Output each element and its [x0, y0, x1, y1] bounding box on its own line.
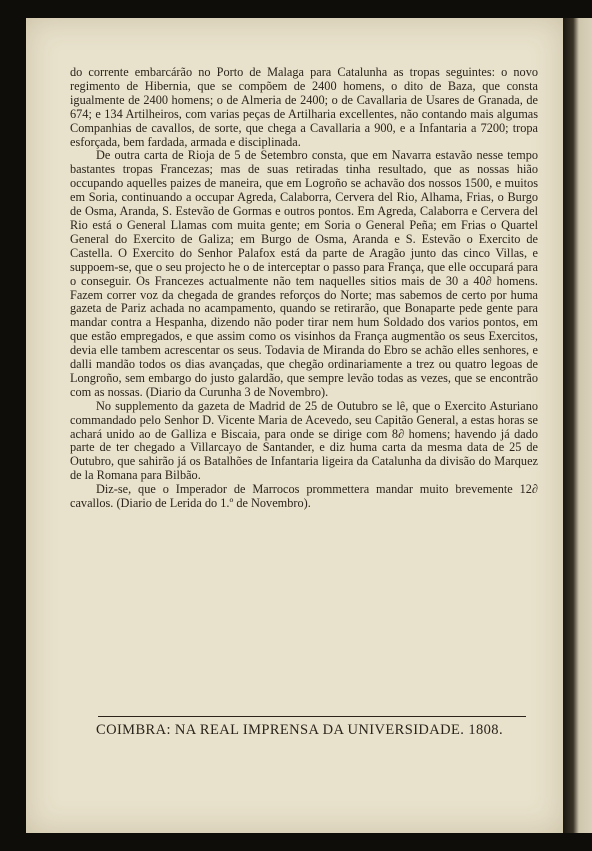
article-body — [70, 66, 538, 511]
paragraph-madrid-gazette: No supplemento da gazeta de Madrid de 25 de Outubro se lê, que o Exercito Asturiano commandado pelo Senhor D. Vicente Maria de Acevedo, seu Capitão General, a estas horas se achará unido ao de Galliza e Biscaia, para onde se dirige com 8∂ homens; havendo já dado parte de ter chegado a Villarcayo de Santander, e diz huma carta da mesma data de 25 de Outubro, que sahirão já os Batalhões de Infantaria ligeira da Catalunha da divisão do Marquez de la Romana para Bilbão. — [70, 398, 538, 483]
paragraph-morocco: Diz-se, que o Imperador de Marrocos prommettera mandar muito brevemente 12∂ cavallos. (Diario de Lerida do 1.º de Novembro). — [70, 482, 538, 511]
paragraph-troops-malaga: do corrente embarcárão no Porto de Malaga para Catalunha as tropas seguintes: o novo regimento de Hibernia, que se compõem de 2400 homens, o dito de Baza, que consta igualmente de 2400 homens; o de Almeria de 2400; o de Cavallaria de Usares de Granada, de 674; e 134 Artilheiros, com varias peças de Artilharia excellentes, não contando mais algumas Companhias de cavallos, de sorte, que chega a Cavallaria a 900, e a Infantaria a 7200; tropa esforçada, bem fardada, armada e disciplinada. — [70, 65, 538, 149]
book-gutter — [563, 18, 592, 833]
printer-imprint: COIMBRA: NA REAL IMPRENSA DA UNIVERSIDADE. 1808. — [96, 722, 503, 738]
separator-rule — [98, 716, 526, 717]
paragraph-rioja-letter: De outra carta de Rioja de 5 de Setembro consta, que em Navarra estavão nesse tempo bastantes tropas Francezas; mas de suas retiradas tinha resultado, que as nossas hião occupando aquelles paizes de maneira, que em Logroño se achavão dos nossos 1500, e muitos em Soria, continuando a occupar Agreda, Calaborra, Cervera del Rio, Alhama, Frias, o Burgo de Osma, Aranda, S. Estevão de Gormas e outros pontos. Em Agreda, Calaborra e Cervera del Rio está o General Llamas com muita gente; em Soria o General Peña; em Frias o Quartel General do Exercito de Galiza; em Burgo de Osma, Aranda e S. Estevão o Exercito de Castella. O Exercito do Senhor Palafox está da parte de Aragão junto das cinco Villas, e suppoem-se, que o seu projecto he o de interceptar o passo para França, que elle occupará para o conseguir. Os Francezes actualmente não tem naquelles sitios mais de 30 a 40∂ homens. Fazem correr voz da chegada de grandes reforços do Norte; mas sabemos de certo por huma gazeta de Pariz achada no acampamento, quando se retirarão, que Bonaparte pede gente para mandar contra a Hespanha, dizendo não poder tirar nem hum Soldado dos varios pontos, em que estão empregados, e que assim como os visinhos da França augmentão os seus Exercitos, devia elle tambem acrescentar os seus. Todavia de Miranda do Ebro se achão elles senhores, e dalli mandão todos os dias avançadas, que chegão ordinariamente a trez ou quatro legoas de Longroño, sem embargo do justo galardão, que sempre levão todas as vezes, que se encontrão com as nossas. (Diario da Curunha 3 de Novembro). — [70, 148, 538, 399]
